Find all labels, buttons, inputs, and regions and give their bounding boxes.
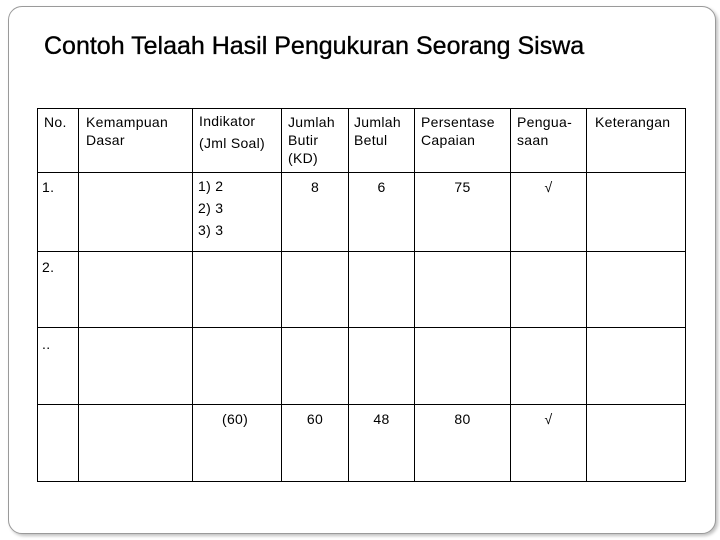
total-jumlah-betul: 48	[373, 411, 390, 427]
row1-jumlah-betul: 6	[377, 179, 386, 195]
header-persentase-capaian: Persentase Capaian	[421, 114, 495, 148]
header-indikator: Indikator (Jml Soal)	[199, 113, 266, 151]
row2-no: 2.	[42, 259, 55, 275]
slide-title: Contoh Telaah Hasil Pengukuran Seorang Siswa	[44, 32, 585, 60]
row1-jumlah-butir: 8	[310, 179, 320, 195]
header-kemampuan-dasar: Kemampuan Dasar	[86, 114, 169, 148]
row1-penguasaan-check: √	[544, 179, 553, 195]
row1-indikator-list: 1) 2 2) 3 3) 3	[198, 178, 224, 238]
total-indikator: (60)	[222, 411, 249, 427]
total-penguasaan-check: √	[544, 411, 553, 427]
row1-persentase: 75	[454, 179, 471, 195]
total-jumlah-butir: 60	[306, 411, 324, 427]
total-persentase: 80	[454, 411, 471, 427]
row1-no: 1.	[42, 179, 55, 195]
header-jumlah-butir: Jumlah Butir (KD)	[288, 114, 335, 166]
header-penguasaan: Pengua- saan	[517, 114, 573, 148]
header-jumlah-betul: Jumlah Betul	[354, 114, 401, 148]
row3-no: ..	[42, 336, 51, 352]
header-no: No.	[44, 114, 67, 130]
header-keterangan: Keterangan	[595, 114, 671, 130]
